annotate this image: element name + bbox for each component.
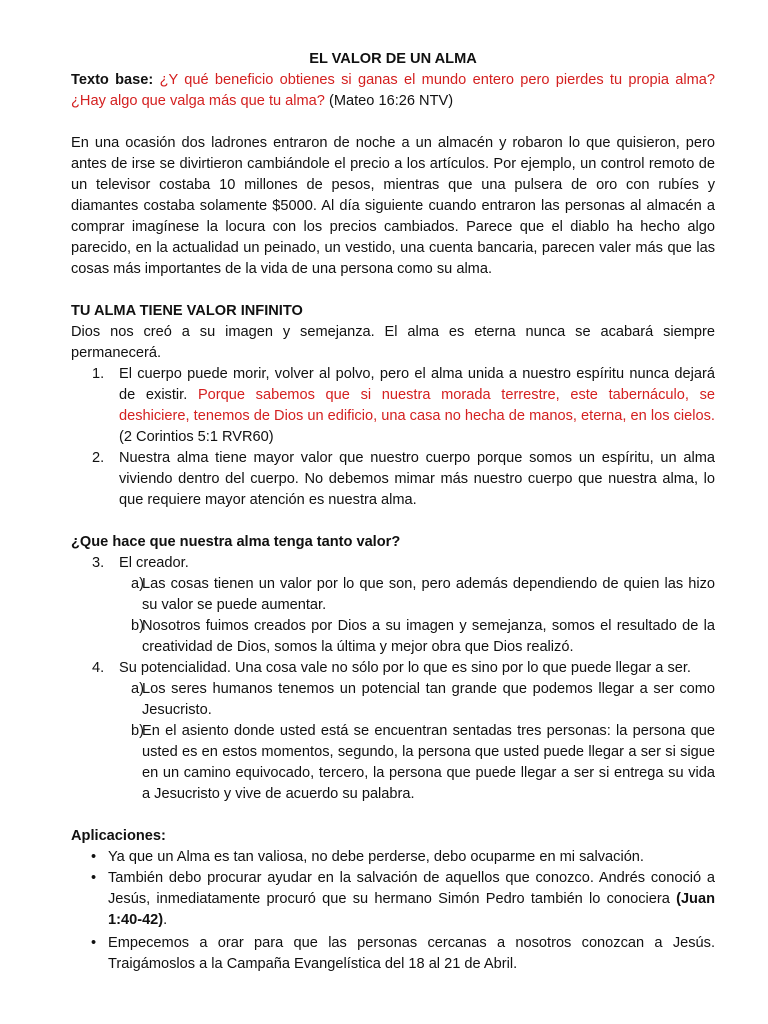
section1-item-2 — [71, 448, 715, 511]
document-title: EL VALOR DE UN ALMA — [309, 51, 477, 67]
application-item-2 — [71, 868, 715, 931]
application-item-2-reference: (Juan 1:40-42) — [108, 891, 715, 928]
section2-item-3b-text: Nosotros fuimos creados por Dios a su imagen y semejanza, somos el resultado de la creatividad de Dios, somos la última y mejor obra que Dios realizó. — [142, 618, 715, 655]
list-marker: b) — [131, 618, 144, 634]
section2-heading: ¿Que hace que nuestra alma tenga tanto valor? — [71, 534, 401, 550]
section2-item-3a — [71, 574, 715, 616]
section2-item-3 — [71, 553, 715, 574]
base-text-label: Texto base — [71, 72, 149, 88]
section2-item-4a — [71, 679, 715, 721]
section2-item-3a-text: Las cosas tienen un valor por lo que son, pero además dependiendo de quien las hizo su valor se puede aumentar. — [142, 576, 715, 613]
section1-intro: Dios nos creó a su imagen y semejanza. El alma es eterna nunca se acabará siempre permanecerá. — [71, 324, 715, 361]
application-item-2-end: . — [163, 912, 168, 928]
list-marker: 3. — [92, 555, 105, 571]
application-item-2-text: También debo procurar ayudar en la salvación de aquellos que conozco. Andrés conoció a Jesús, inmediatamente procuró que su hermano Simón Pedro también lo conociera — [108, 870, 715, 907]
section1-item-1-reference: (2 Corintios 5:1 RVR60) — [119, 429, 274, 445]
list-marker: b) — [131, 723, 144, 739]
base-text-colon: : — [148, 72, 154, 88]
application-item-3-text: Empecemos a orar para que las personas cercanas a nosotros conozcan a Jesús. Traigámoslos a la Campaña Evangelística del 18 al 21 de Abril. — [108, 935, 715, 972]
application-item-3 — [71, 933, 715, 975]
list-marker: 2. — [92, 450, 105, 466]
section2-item-4 — [71, 658, 715, 679]
bullet-icon: • — [91, 870, 97, 886]
section1-item-1-body — [119, 364, 715, 448]
intro-paragraph: En una ocasión dos ladrones entraron de noche a un almacén y robaron lo que quisieron, pero antes de irse se divirtieron cambiándole el precio a los artículos. Por ejemplo, un control remoto de un televisor costaba 10 millones de pesos, mientras que una pulsera de oro con rubíes y diamantes costaba solamente $5000. Al día siguiente cuando entraron las personas al almacén a comprar imagínese la locura con los precios cambiados. Parece que el diablo ha hecho algo parecido, en la actualidad un peinado, un vestido, una cuenta bancaria, parecen valer más que las cosas más importantes de la vida de una persona como su alma. — [71, 135, 715, 277]
list-marker: a) — [131, 576, 144, 592]
list-marker: 1. — [92, 366, 105, 382]
base-text-verse: ¿Y qué beneficio obtienes si ganas el mundo entero pero pierdes tu propia alma? ¿Hay algo que valga más que tu alma? — [71, 72, 716, 109]
bullet-icon: • — [91, 849, 97, 865]
applications-heading: Aplicaciones: — [71, 828, 166, 844]
section1-item-2-text: Nuestra alma tiene mayor valor que nuestro cuerpo porque somos un espíritu, un alma viviendo dentro del cuerpo. No debemos mimar más nuestro cuerpo que nuestra alma, lo que requiere mayor atención es nuestra alma. — [119, 450, 715, 508]
section1-item-1-text: El cuerpo puede morir, volver al polvo, pero el alma unida a nuestro espíritu nunca dejará de existir. — [119, 366, 715, 403]
section1-item-1-quote: Porque sabemos que si nuestra morada terrestre, este tabernáculo, se deshiciere, tenemos de Dios un edificio, una casa no hecha de manos, eterna, en los cielos. — [119, 387, 715, 424]
application-item-1 — [71, 847, 715, 868]
bullet-icon: • — [91, 935, 97, 951]
list-marker: 4. — [92, 660, 105, 676]
section2-item-3b — [71, 616, 715, 658]
document-content — [71, 49, 715, 975]
section1-item-1 — [71, 364, 715, 448]
list-marker: a) — [131, 681, 144, 697]
base-text-reference: (Mateo 16:26 NTV) — [328, 93, 454, 109]
section2-item-4a-text: Los seres humanos tenemos un potencial tan grande que podemos llegar a ser como Jesucristo. — [142, 681, 715, 718]
section2-item-3-text: El creador. — [119, 555, 189, 571]
section2-item-4b-text: En el asiento donde usted está se encuentran sentadas tres personas: la persona que usted es en estos momentos, segundo, la persona que usted puede llegar a ser si sigue en un camino equivocado, tercero, la persona que puede llegar a ser si entrega su vida a Jesucristo y vive de acuerdo su palabra. — [142, 723, 715, 802]
base-text-paragraph — [71, 70, 715, 112]
application-item-2-body — [108, 868, 715, 931]
section2-item-4-text: Su potencialidad. Una cosa vale no sólo por lo que es sino por lo que puede llegar a ser. — [119, 660, 691, 676]
application-item-1-text: Ya que un Alma es tan valiosa, no debe perderse, debo ocuparme en mi salvación. — [108, 849, 644, 865]
section1-heading: TU ALMA TIENE VALOR INFINITO — [71, 303, 303, 319]
section2-item-4b — [71, 721, 715, 805]
